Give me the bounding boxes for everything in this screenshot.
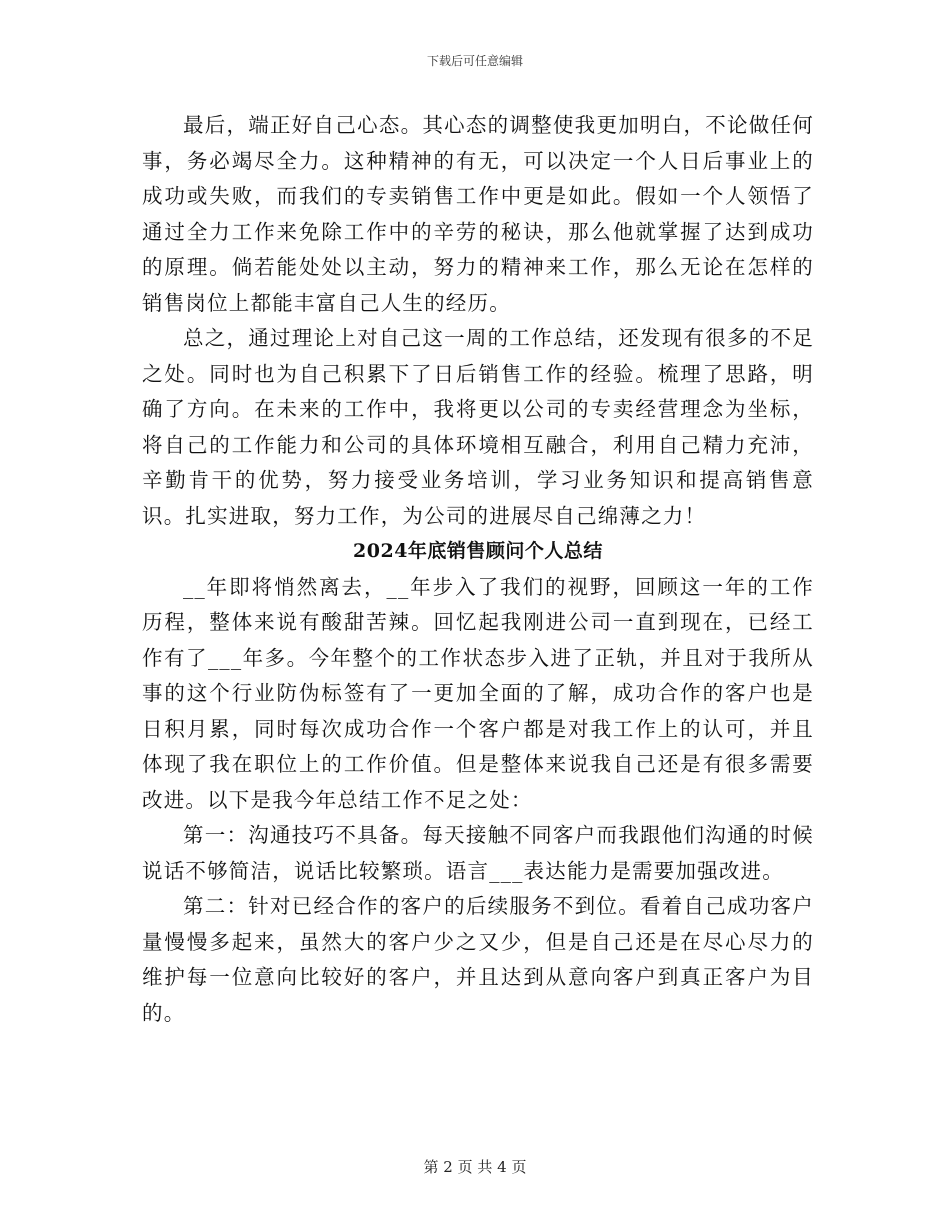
paragraph-summary: 总之，通过理论上对自己这一周的工作总结，还发现有很多的不足之处。同时也为自己积累下了日后销售工作的经验。梳理了思路，明确了方向。在未来的工作中，我将更以公司的专卖经营理念为坐标，将自己的工作能力和公司的具体环境相互融合，利用自己精力充沛，辛勤肯干的优势，努力接受业务培训，学习业务知识和提高销售意识。扎实进取，努力工作，为公司的进展尽自己绵薄之力！ <box>142 326 814 528</box>
section-title: 2024年底销售顾问个人总结 <box>353 540 603 562</box>
paragraph-year-review: __年即将悄然离去，__年步入了我们的视野，回顾这一年的工作历程，整体来说有酸甜苦辣。回忆起我刚进公司一直到现在，已经工作有了___年多。今年整个的工作状态步入进了正轨，并且对于我所从事的这个行业防伪标签有了一更加全面的了解，成功合作的客户也是日积月累，同时每次成功合作一个客户都是对我工作上的认可，并且体现了我在职位上的工作价值。但是整体来说我自己还是有很多需要改进。以下是我今年总结工作不足之处： <box>142 574 814 812</box>
document-body <box>142 108 814 1031</box>
header-note: 下载后可任意编辑 <box>426 54 523 68</box>
page-number: 第 2 页 共 4 页 <box>423 1158 527 1176</box>
paragraph-point-one: 第一：沟通技巧不具备。每天接触不同客户而我跟他们沟通的时候说话不够简洁，说话比较繁琐。语言___表达能力是需要加强改进。 <box>142 823 814 883</box>
paragraph-point-two: 第二：针对已经合作的客户的后续服务不到位。看着自己成功客户量慢慢多起来，虽然大的客户少之又少，但是自己还是在尽心尽力的维护每一位意向比较好的客户，并且达到从意向客户到真正客户为目的。 <box>142 894 814 1025</box>
paragraph-closing-attitude: 最后，端正好自己心态。其心态的调整使我更加明白，不论做任何事，务必竭尽全力。这种精神的有无，可以决定一个人日后事业上的成功或失败，而我们的专卖销售工作中更是如此。假如一个人领悟了通过全力工作来免除工作中的辛劳的秘诀，那么他就掌握了达到成功的原理。倘若能处处以主动，努力的精神来工作，那么无论在怎样的销售岗位上都能丰富自己人生的经历。 <box>142 113 814 315</box>
